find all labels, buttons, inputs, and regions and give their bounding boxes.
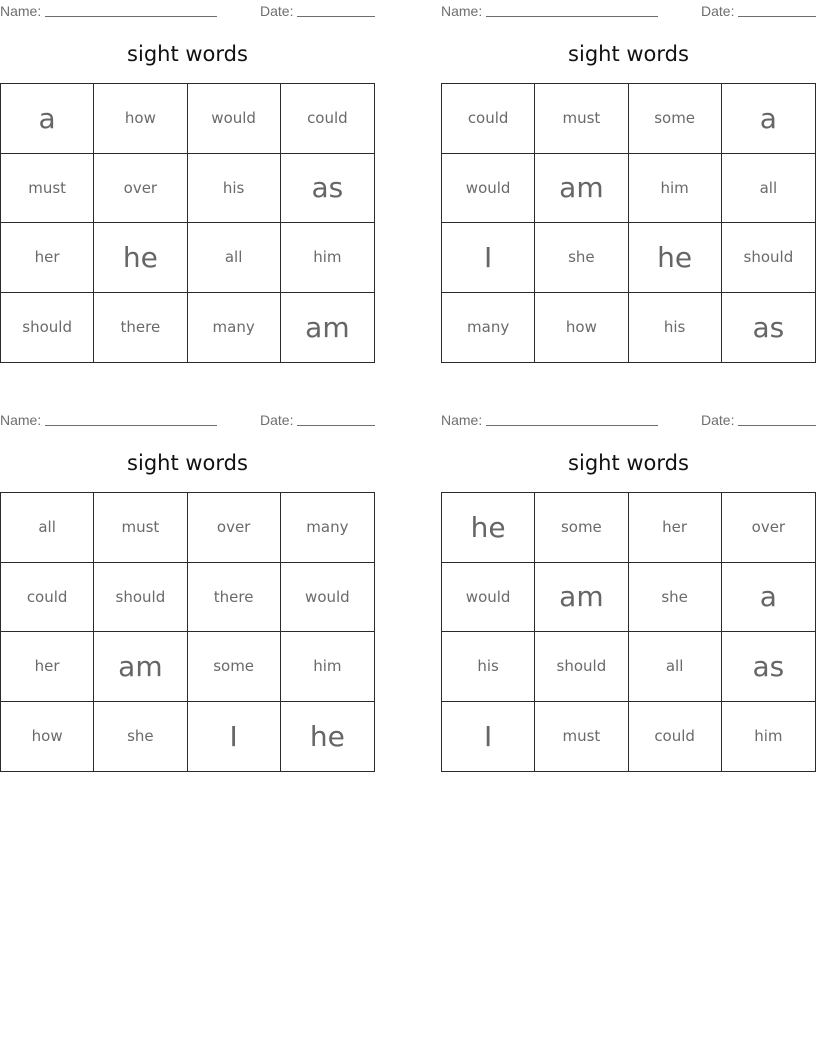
card-title: sight words bbox=[568, 451, 689, 475]
name-blank-line bbox=[45, 16, 217, 17]
word-cell: him bbox=[281, 223, 374, 293]
word-cell: her bbox=[1, 632, 94, 702]
word-cell: should bbox=[94, 563, 187, 633]
name-blank-line bbox=[486, 16, 658, 17]
word-cell: must bbox=[1, 154, 94, 224]
word-cell: all bbox=[722, 154, 815, 224]
word-cell: I bbox=[442, 223, 535, 293]
word-cell: could bbox=[629, 702, 722, 772]
word-cell: as bbox=[281, 154, 374, 224]
word-cell: am bbox=[94, 632, 187, 702]
word-cell: must bbox=[94, 493, 187, 563]
name-label: Name: bbox=[0, 412, 42, 428]
word-cell: could bbox=[281, 84, 374, 154]
word-cell: would bbox=[442, 563, 535, 633]
word-cell: he bbox=[442, 493, 535, 563]
word-cell: many bbox=[442, 293, 535, 363]
word-cell: should bbox=[722, 223, 815, 293]
word-cell: am bbox=[535, 154, 628, 224]
word-cell: all bbox=[629, 632, 722, 702]
word-cell: how bbox=[535, 293, 628, 363]
word-cell: there bbox=[188, 563, 281, 633]
word-cell: over bbox=[722, 493, 815, 563]
name-date-row bbox=[441, 412, 816, 428]
word-cell: should bbox=[1, 293, 94, 363]
card-title: sight words bbox=[568, 42, 689, 66]
word-cell: I bbox=[442, 702, 535, 772]
word-cell: many bbox=[281, 493, 374, 563]
bingo-card bbox=[441, 0, 816, 365]
word-cell: a bbox=[722, 84, 815, 154]
word-cell: he bbox=[309, 719, 345, 753]
card-title: sight words bbox=[127, 451, 248, 475]
bingo-card bbox=[0, 0, 375, 365]
word-cell: she bbox=[535, 223, 628, 293]
date-blank-line bbox=[297, 425, 375, 426]
word-cell: would bbox=[188, 84, 281, 154]
word-cell: there bbox=[94, 293, 187, 363]
word-cell: she bbox=[94, 702, 187, 772]
word-cell: am bbox=[305, 310, 350, 344]
date-blank-line bbox=[738, 16, 816, 17]
word-cell: his bbox=[188, 154, 281, 224]
word-grid bbox=[441, 492, 816, 772]
name-label: Name: bbox=[441, 412, 483, 428]
bingo-card bbox=[441, 409, 816, 774]
name-label: Name: bbox=[0, 3, 42, 19]
date-label: Date: bbox=[701, 3, 735, 19]
word-cell: him bbox=[629, 154, 722, 224]
word-grid bbox=[0, 83, 375, 363]
word-cell: he bbox=[629, 223, 722, 293]
word-cell: some bbox=[629, 84, 722, 154]
bingo-card bbox=[0, 409, 375, 774]
word-cell: should bbox=[535, 632, 628, 702]
word-cell: some bbox=[188, 632, 281, 702]
word-cell: I bbox=[188, 702, 281, 772]
word-cell: a bbox=[1, 84, 94, 154]
word-cell: she bbox=[629, 563, 722, 633]
word-cell: must bbox=[535, 84, 628, 154]
word-cell: how bbox=[1, 702, 94, 772]
name-date-row bbox=[0, 412, 375, 428]
word-cell: her bbox=[629, 493, 722, 563]
word-cell: some bbox=[535, 493, 628, 563]
word-cell: would bbox=[442, 154, 535, 224]
name-label: Name: bbox=[441, 3, 483, 19]
word-cell: his bbox=[442, 632, 535, 702]
name-blank-line bbox=[486, 425, 658, 426]
name-blank-line bbox=[45, 425, 217, 426]
word-cell: his bbox=[629, 293, 722, 363]
word-cell: him bbox=[754, 727, 783, 746]
word-cell: all bbox=[1, 493, 94, 563]
word-cell: as bbox=[722, 632, 815, 702]
word-cell: would bbox=[281, 563, 374, 633]
date-blank-line bbox=[297, 16, 375, 17]
word-cell: must bbox=[535, 702, 628, 772]
word-cell: over bbox=[188, 493, 281, 563]
word-cell: how bbox=[94, 84, 187, 154]
word-cell: him bbox=[281, 632, 374, 702]
word-cell: a bbox=[722, 563, 815, 633]
word-cell: all bbox=[188, 223, 281, 293]
date-label: Date: bbox=[701, 412, 735, 428]
word-cell: could bbox=[442, 84, 535, 154]
date-label: Date: bbox=[260, 412, 294, 428]
word-cell: could bbox=[1, 563, 94, 633]
word-grid bbox=[0, 492, 375, 772]
name-date-row bbox=[441, 3, 816, 19]
word-cell: am bbox=[535, 563, 628, 633]
card-title: sight words bbox=[127, 42, 248, 66]
word-cell: over bbox=[94, 154, 187, 224]
word-cell: he bbox=[94, 223, 187, 293]
word-cell: as bbox=[752, 310, 785, 344]
date-label: Date: bbox=[260, 3, 294, 19]
name-date-row bbox=[0, 3, 375, 19]
word-cell: her bbox=[1, 223, 94, 293]
date-blank-line bbox=[738, 425, 816, 426]
word-cell: many bbox=[188, 293, 281, 363]
word-grid bbox=[441, 83, 816, 363]
